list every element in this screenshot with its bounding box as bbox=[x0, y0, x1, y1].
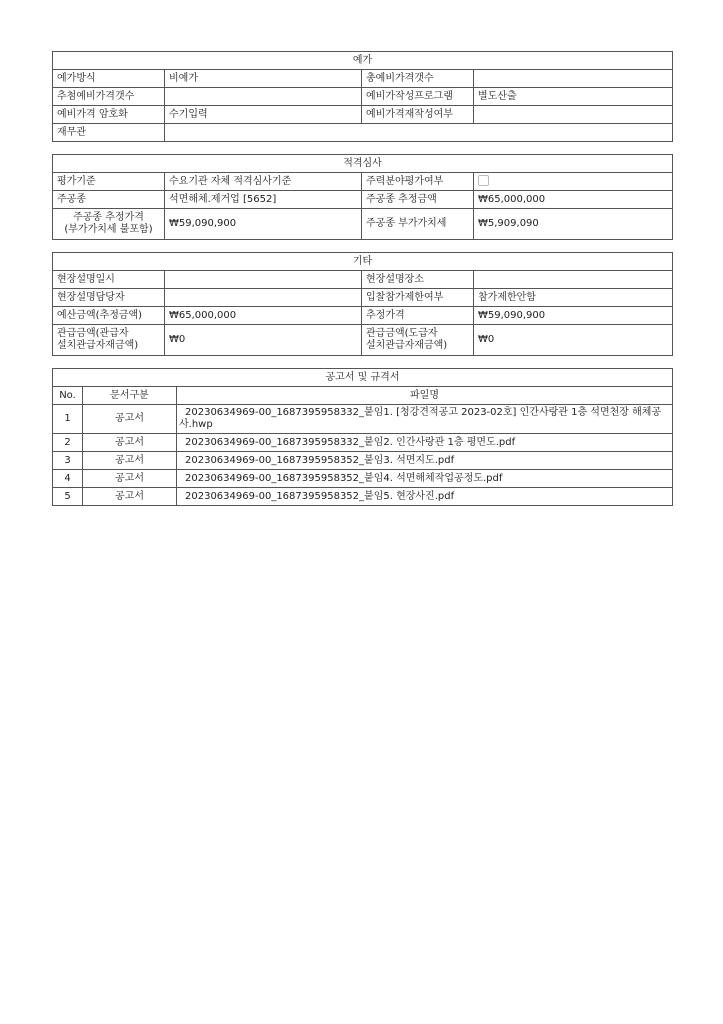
label: 관급금액(도급자 설치관급자재금액) bbox=[362, 325, 474, 356]
pre-price-title: 예가 bbox=[53, 52, 673, 70]
table-row bbox=[53, 88, 673, 106]
value: ₩0 bbox=[165, 325, 362, 356]
label: 현장설명일시 bbox=[53, 271, 165, 289]
label: 현장설명장소 bbox=[362, 271, 474, 289]
table-row bbox=[53, 70, 673, 88]
table-row bbox=[53, 307, 673, 325]
value bbox=[474, 271, 673, 289]
label: 예비가격재작성여부 bbox=[362, 106, 474, 124]
value: ₩5,909,090 bbox=[474, 209, 673, 240]
label: 현장설명담당자 bbox=[53, 289, 165, 307]
column-header-no: No. bbox=[53, 387, 83, 405]
attachments-table bbox=[52, 368, 673, 506]
misc-table bbox=[52, 252, 673, 356]
file-link[interactable]: 20230634969-00_1687395958352_붙임4. 석면해체작업공정도.pdf bbox=[177, 470, 673, 488]
value bbox=[165, 124, 673, 142]
table-row bbox=[53, 452, 673, 470]
label: 입찰참가제한여부 bbox=[362, 289, 474, 307]
pre-price-table bbox=[52, 51, 673, 142]
attachments-title: 공고서 및 규격서 bbox=[53, 369, 673, 387]
label: 주력분야평가여부 bbox=[362, 173, 474, 191]
value: ₩65,000,000 bbox=[165, 307, 362, 325]
doc-type: 공고서 bbox=[83, 488, 177, 506]
table-row bbox=[53, 325, 673, 356]
table-row bbox=[53, 289, 673, 307]
row-number: 1 bbox=[53, 405, 83, 434]
qualification-table bbox=[52, 154, 673, 240]
column-header-doc-type: 문서구분 bbox=[83, 387, 177, 405]
value bbox=[474, 106, 673, 124]
value bbox=[165, 88, 362, 106]
doc-type: 공고서 bbox=[83, 434, 177, 452]
file-link[interactable]: 20230634969-00_1687395958352_붙임5. 현장사진.pdf bbox=[177, 488, 673, 506]
table-row bbox=[53, 173, 673, 191]
label: 예비가작성프로그램 bbox=[362, 88, 474, 106]
misc-title: 기타 bbox=[53, 253, 673, 271]
label: 주공종 추정가격 (부가가치세 불포함) bbox=[53, 209, 165, 240]
value: 비예가 bbox=[165, 70, 362, 88]
table-row bbox=[53, 470, 673, 488]
value: ₩59,090,900 bbox=[474, 307, 673, 325]
label: 추첨예비가격갯수 bbox=[53, 88, 165, 106]
row-number: 5 bbox=[53, 488, 83, 506]
value: 수요기관 자체 적격심사기준 bbox=[165, 173, 362, 191]
label: 재무관 bbox=[53, 124, 165, 142]
doc-type: 공고서 bbox=[83, 405, 177, 434]
main-field-eval-cell bbox=[474, 173, 673, 191]
row-number: 4 bbox=[53, 470, 83, 488]
table-row bbox=[53, 488, 673, 506]
table-row bbox=[53, 434, 673, 452]
value: ₩65,000,000 bbox=[474, 191, 673, 209]
qualification-title: 적격심사 bbox=[53, 155, 673, 173]
table-row bbox=[53, 191, 673, 209]
value: 석면해체.제거업 [5652] bbox=[165, 191, 362, 209]
column-header-filename: 파일명 bbox=[177, 387, 673, 405]
value: 참가제한안함 bbox=[474, 289, 673, 307]
label: 총예비가격갯수 bbox=[362, 70, 474, 88]
value: 수기입력 bbox=[165, 106, 362, 124]
value: 별도산출 bbox=[474, 88, 673, 106]
value bbox=[474, 70, 673, 88]
doc-type: 공고서 bbox=[83, 452, 177, 470]
label: 예산금액(추정금액) bbox=[53, 307, 165, 325]
value: ₩0 bbox=[474, 325, 673, 356]
file-link[interactable]: 20230634969-00_1687395958352_붙임3. 석면지도.pdf bbox=[177, 452, 673, 470]
table-row bbox=[53, 271, 673, 289]
main-field-eval-checkbox[interactable] bbox=[478, 175, 489, 186]
table-row bbox=[53, 405, 673, 434]
label: 평가기준 bbox=[53, 173, 165, 191]
table-header-row bbox=[53, 387, 673, 405]
label: 주공종 부가가치세 bbox=[362, 209, 474, 240]
label: 주공종 bbox=[53, 191, 165, 209]
row-number: 3 bbox=[53, 452, 83, 470]
doc-type: 공고서 bbox=[83, 470, 177, 488]
table-row bbox=[53, 124, 673, 142]
file-link[interactable]: 20230634969-00_1687395958332_붙임2. 인간사랑관 1층 평면도.pdf bbox=[177, 434, 673, 452]
value: ₩59,090,900 bbox=[165, 209, 362, 240]
table-row bbox=[53, 106, 673, 124]
label: 주공종 추정금액 bbox=[362, 191, 474, 209]
label: 관급금액(관급자 설치관급자재금액) bbox=[53, 325, 165, 356]
value bbox=[165, 289, 362, 307]
label: 예비가격 암호화 bbox=[53, 106, 165, 124]
row-number: 2 bbox=[53, 434, 83, 452]
table-row bbox=[53, 209, 673, 240]
file-link[interactable]: 20230634969-00_1687395958332_붙임1. [청강견적공고 2023-02호] 인간사랑관 1층 석면천장 해체공사.hwp bbox=[177, 405, 673, 434]
label: 추정가격 bbox=[362, 307, 474, 325]
value bbox=[165, 271, 362, 289]
label: 예가방식 bbox=[53, 70, 165, 88]
